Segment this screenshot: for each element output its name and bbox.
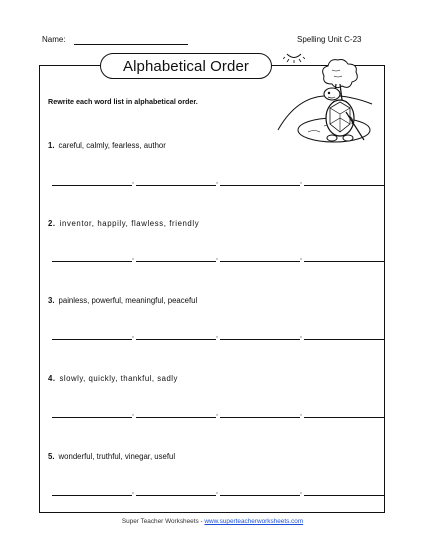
answer-blank[interactable] bbox=[136, 408, 216, 418]
answer-blank[interactable] bbox=[136, 176, 216, 186]
turtle-illustration-icon bbox=[276, 56, 376, 152]
comma: , bbox=[132, 410, 134, 417]
comma: , bbox=[132, 332, 134, 339]
comma: , bbox=[216, 488, 218, 495]
question-number: 4. bbox=[48, 374, 56, 383]
answer-blank[interactable] bbox=[220, 486, 300, 496]
footer-separator: - bbox=[200, 518, 203, 525]
answer-blank[interactable] bbox=[52, 486, 132, 496]
page-title: Alphabetical Order bbox=[122, 57, 250, 75]
comma: , bbox=[216, 410, 218, 417]
answer-blank[interactable] bbox=[220, 176, 300, 186]
question-number: 2. bbox=[48, 219, 56, 228]
question-words: slowly, quickly, thankful, sadly bbox=[59, 374, 178, 383]
answer-blank[interactable] bbox=[136, 486, 216, 496]
answer-blank[interactable] bbox=[220, 408, 300, 418]
answer-blank[interactable] bbox=[52, 330, 132, 340]
unit-label: Spelling Unit C-23 bbox=[297, 35, 362, 44]
name-label: Name: bbox=[42, 35, 66, 44]
answer-blank[interactable] bbox=[52, 252, 132, 262]
answer-blank[interactable] bbox=[304, 252, 384, 262]
question-words: careful, calmly, fearless, author bbox=[58, 141, 166, 150]
question-number: 3. bbox=[48, 296, 55, 305]
question-5 bbox=[48, 452, 175, 461]
comma: , bbox=[300, 488, 302, 495]
answer-row-1 bbox=[52, 176, 382, 186]
question-words: wonderful, truthful, vinegar, useful bbox=[58, 452, 176, 461]
comma: , bbox=[216, 332, 218, 339]
answer-blank[interactable] bbox=[304, 176, 384, 186]
name-line[interactable] bbox=[74, 44, 188, 45]
answer-row-2 bbox=[52, 252, 382, 262]
answer-row-3 bbox=[52, 330, 382, 340]
question-4 bbox=[48, 374, 178, 383]
footer-brand: Super Teacher Worksheets bbox=[121, 518, 199, 525]
answer-blank[interactable] bbox=[220, 330, 300, 340]
header-row bbox=[0, 35, 425, 49]
question-words: painless, powerful, meaningful, peaceful bbox=[58, 296, 198, 305]
comma: , bbox=[216, 178, 218, 185]
footer bbox=[0, 518, 425, 525]
answer-blank[interactable] bbox=[220, 252, 300, 262]
comma: , bbox=[300, 254, 302, 261]
instructions: Rewrite each word list in alphabetical order. bbox=[48, 97, 198, 106]
answer-blank[interactable] bbox=[304, 330, 384, 340]
answer-blank[interactable] bbox=[52, 408, 132, 418]
answer-blank[interactable] bbox=[304, 408, 384, 418]
answer-blank[interactable] bbox=[136, 252, 216, 262]
question-1 bbox=[48, 141, 166, 150]
question-words: inventor, happily, flawless, friendly bbox=[59, 219, 200, 228]
answer-blank[interactable] bbox=[304, 486, 384, 496]
question-number: 1. bbox=[48, 141, 55, 150]
answer-row-4 bbox=[52, 408, 382, 418]
question-3 bbox=[48, 296, 197, 305]
answer-blank[interactable] bbox=[136, 330, 216, 340]
question-number: 5. bbox=[48, 452, 55, 461]
answer-row-5 bbox=[52, 486, 382, 496]
comma: , bbox=[216, 254, 218, 261]
comma: , bbox=[300, 410, 302, 417]
comma: , bbox=[132, 254, 134, 261]
comma: , bbox=[300, 332, 302, 339]
comma: , bbox=[132, 178, 134, 185]
answer-blank[interactable] bbox=[52, 176, 132, 186]
comma: , bbox=[132, 488, 134, 495]
footer-link[interactable]: www.superteacherworksheets.com bbox=[204, 518, 304, 525]
title-banner bbox=[100, 53, 272, 79]
question-2 bbox=[48, 219, 199, 228]
comma: , bbox=[300, 178, 302, 185]
